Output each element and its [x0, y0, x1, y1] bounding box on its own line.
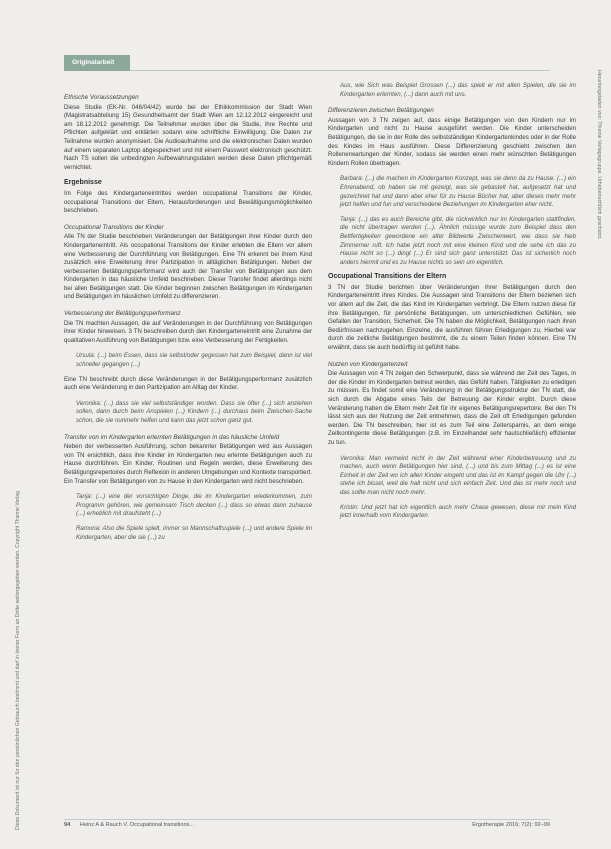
- footer-citation-right: Ergotherapie 2016; 7(2): 92–99: [472, 822, 550, 828]
- quote-tanja: Tanja: (...) eine der vorsichtigen Dinge, die im Kindergarten wiederkommen, zum Programm gehören, wie gemeinsam Tisch decken (...) dass so etwas dann zuhause (...) erheblich mit draufsteht (...): [76, 493, 312, 518]
- kindergarten-time-heading: Nutzen von Kindergartenzeit: [328, 360, 408, 368]
- section-header-band: [64, 55, 130, 71]
- quote-ramona: Ramona: Also die Spiele spielt, immer so Mannschaftsspiele (...) und andere Spiele im Kindergarten, aber die sie (...) zu: [76, 524, 312, 541]
- footer-rule: [64, 819, 550, 820]
- parent-transitions-paragraph: 3 TN der Studie berichten über Veränderungen ihrer Betätigungen durch den Kindergarteneintritt ihres Kindes. Die Aussagen sind Transitions der Eltern beziehen sich vor allem auf die Zeit, die das Kind im Kindergarten verbringt. Die Eltern nutzen diese für ihre Betätigungen, für persönliche Betätigungen, um unterschiedlichen Gefühlen, wie Gefallen der Transition, Sicherheit. Die TN haben die Möglichkeit, Betätigungen nach ihren Bedürfnissen nachzugehen. Einzelne, die ausführen führen Erledigungen zu, Hierbei war durch die zeitliche Betätigungen bestimmt, die zu einem Teilen finden können. Eine TN erwähnt, dass sie auch bedürftig ist gefühlt habe.: [328, 283, 576, 352]
- page-number: 94: [64, 822, 71, 828]
- quote-continued: Aus, wie Sich was Beispiel Grossen (...) das spielt er mit allen Spielen, die sie im Kindergarten erlernten, (...) dann auch mit uns.: [340, 82, 576, 98]
- quote-ursula: Ursula: (...) beim Essen, dass sie selbst/oder gegessen hat zum Beispiel, dann ist viel schneller gegangen (...): [76, 352, 312, 369]
- copyright-margin-left: [3, 90, 19, 830]
- quote-veronika-2: Veronika: Man vermeint nicht in der Zeit während einer Kinderbetreuung und zu machen, auch wenn Betätigungen hier sind, (...) und bis zum Mittag (...) es ist eine Einheit in der Zeit wo ich allen Kinder eingeht und das ist im Kampf gegen die Uhr (...) stehe ich bissel, weil die halt nicht und sich einfach Zeit. Und das ist mehr noch und das sollte man nicht noch mehr.: [340, 454, 576, 496]
- quote-barbara: Barbara: (...) die machen im Kindergarten Konzept, was sie denn da zu Hause. (...) ein Ehrenabend, ob haben sie mit gezeigt, was sie gebastelt hat, aufgesetzt hat und gezeichnet hat und dann aber eher für zu Hause Bücher hat, aber dieses mehr mehr jetzt helfen und fun und verschiedene Beziehungen im Kindergarten eher nicht.: [340, 175, 576, 209]
- section-label: Originalarbeit: [72, 59, 115, 66]
- download-text-right: Heruntergeladen von: Thieme Verlagsgruppe. Urheberrechtlich geschützt.: [596, 70, 602, 240]
- quote-kristin: Kristin: Und jetzt hat ich eigentlich auch mehr Chase gewesen, diese mir mein Kind jetzt innerhalb vom Kindergarten: [340, 503, 576, 520]
- differentiation-paragraph: Aussagen von 3 TN zeigen auf, dass einige Betätigungen von den Kindern nur im Kindergarten und nicht zu Hause ausgeführt werden. Die Kinder unterscheiden Betätigungen, die sie in der Rolle des selbstständigen Kindergartenkindes oder in der Rolle des Kindes im Haus ausführen. Diese Differenzierung geschieht zwischen den Rollenerwartungen der Kinder, sodass sie werden einen mehr wünschten Betätigungen Kindern Rollen übertragen.: [328, 116, 576, 167]
- left-column: [64, 86, 312, 548]
- participation-paragraph: Eine TN beschreibt durch diese Veränderungen in der Betätigungsperformanz zusätzlich auch eine Veränderung in den Partizipation am Alltag der Kinder.: [64, 375, 312, 392]
- transfer-paragraph: Neben der verbesserten Ausführung, schon bekannter Betätigungen wird aus Aussagen von TN ersichtlich, dass ihre Kinder im Kindergarten neu erlernte Betätigungen auch zu Hause durchführen. Ein Kinder, Routinen und Regeln werden, diese Erweiterung des Betätigungsrepertoires durch Reflexion in anderen Umgebungen und Kontexte transportiert. Ein Transfer von Betätigungen von zu Hause in den Kindergarten wird nicht beschrieben.: [64, 443, 312, 485]
- results-intro: Im Folge des Kindergarteneintrittes werden occupational Transitions der Kinder, occupational Transitions der Eltern, Herausforderungen und Bewältigungsmöglichkeiten beschrieben.: [64, 189, 312, 215]
- performance-heading: Verbesserung der Betätigungsperformanz: [64, 310, 181, 318]
- child-transitions-heading: Occupational Transitions der Kinder: [64, 223, 164, 231]
- page-footer: [64, 819, 550, 831]
- differentiation-heading: Differenzieren zwischen Betätigungen: [328, 107, 434, 115]
- parent-transitions-heading: Occupational Transitions der Eltern: [328, 273, 447, 281]
- child-transitions-paragraph: Alle TN der Studie beschrieben Veränderungen der Betätigungen ihrer Kinder durch den Kindergarteneintritt. Als occupational Transitions der Kinder erlebten die Eltern vor allem eine Verbesserung der Durchführung von Betätigungen. Eine TN erkennt bei ihrem Kind zusätzlich eine Erweiterung ihrer Partizipation in alltäglichen Betätigungen. Neben der verbesserten Betätigungsperformanz wird auch der Transfer von Betätigungen aus dem Kindergarten in das häusliche Umfeld beschrieben. Dieser Transfer findet allerdings nicht bei allen Betätigungen statt. Die Kinder beginnen zwischen Betätigungen im Kindergarten und Betätigungen im häuslichen Umfeld zu differenzieren.: [64, 233, 312, 301]
- footer-left: [64, 822, 194, 828]
- footer-citation-left: Heinz A & Rauch V. Occupational transitions...: [79, 822, 195, 828]
- transfer-heading: Transfer von im Kindergarten erlernten Betätigungen in das häusliche Umfeld: [64, 433, 280, 441]
- performance-paragraph: Die TN machten Aussagen, die auf Veränderungen in der Durchführung von Betätigungen ihrer Kinder hinweisen. 3 TN beschreiben durch den Kindergarteneintritt eine Zunahme der qualitativen Ausführung von Betätigungen bzw. eine Verbesserung der Fertigkeiten.: [64, 319, 312, 344]
- ethics-heading: Ethische Voraussetzungen: [64, 94, 139, 101]
- quote-veronika: Veronika: (...) dass sie viel selbstständiger worden. Dass sie öfter (...) sich anziehen sollen, dann durch beim Anspielen (...) Kindern (...) durchaus beim Zwischen-Sache schon, die sie nunmehr helfen und kann das jetzt schon ganz gut.: [76, 399, 312, 424]
- copyright-text-left: Diese Dokument ist nur für den persönlichen Gebrauch bestimmt und darf in keiner Form an Dritte weitergegeben werden. Copyright Thieme Verlag: [15, 491, 21, 830]
- results-heading: Ergebnisse: [64, 179, 102, 187]
- ethics-paragraph: Diese Studie (EK-Nr. 046/04/42) wurde bei der Ethikkommission der Stadt Wien (Magistratsabteilung 15) Gesundheitsamt der Stadt Wien am 12.12.2012 eingereicht und am 18.12.2012 genehmigt. Die Teilnehmer wurden über die Studie, ihre Rechte und Pflichten aufgeklärt und erklärten sodann eine schriftliche Einwilligung. Die Daten zur Teilnahme wurden anonymisiert. Die Audioaufnahme und die elektronischen Daten wurden auf einem separaten Laptop abgespeichert und mit einem Passwort elektronisch geschützt. Nach TS sollen die unbedingten Aufbewahrungsdaten werden diese Daten pflichtgemäß vernichtet.: [64, 103, 312, 171]
- header-rule: [130, 70, 550, 71]
- kindergarten-time-paragraph: Die Aussagen von 4 TN zeigen den Schwerpunkt, dass sie während der Zeit des Tages, in der die Kinder im Kindergarten betreut werden, das Gefühl haben, Tätigkeiten zu erledigen zu müssen. Es findet somit eine Veränderung in der Betätigungsstruktur der TN statt, die sich durch die Abgabe eines Teils der Betreuung der Kinder ergibt. Durch diese Veränderung haben die Eltern mehr Zeit für ihr eigenes Betätigungsrepertoire. Bei den TN lässt sich aus der Nutzung der Zeit entnehmen, dass die Zeit oft Erledigungen gefunden werden. Die TN beschreiben, hier ist es zum Teil eine Zeitersparnis, an dem einige Zeitkontingente diese Betätigungen (z.B. im Einzelhandel sehr hautschließlich) effizienter zu tun.: [328, 370, 576, 446]
- right-column: [328, 82, 576, 527]
- quote-tanja-2: Tanja: (...) das es auch Bereiche gibt, die rückwirklich nur im Kindergarten stattfinden, die nicht übertragen werden (...). Ähnlich müssige wurde zum Beispiel dass den Bettfertigkeiten gewordene ein alter Bildwerte Zwischenwert, wie dass sie hieb Zimmerner ruft. Ich habe jetzt noch mit eine kleinen Kind und die sehe ich das zu Hause nicht so (...) dingt (...) Er sind sich ganz unterstützt. Das ist sicherlich noch anders hiermit und es zu Hause nichts so sein um eigentlich.: [340, 215, 576, 266]
- download-margin-right: [590, 70, 606, 830]
